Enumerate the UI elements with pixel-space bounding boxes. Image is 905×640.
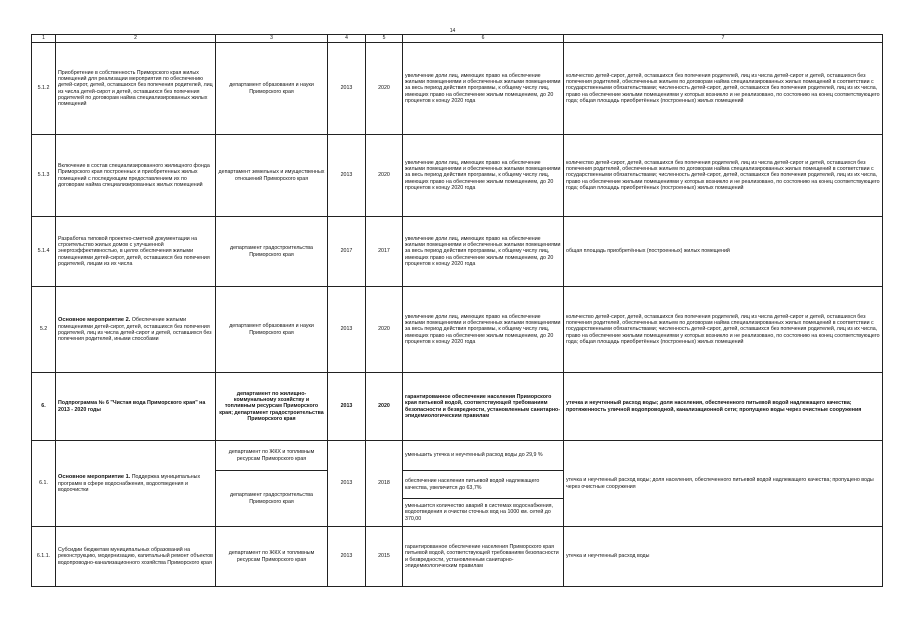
start-year: 2017 [328, 217, 366, 287]
end-year: 2020 [366, 287, 403, 373]
activity-name-bold: Основное мероприятие 1. [58, 474, 131, 481]
end-year: 2017 [366, 217, 403, 287]
executor: департамент по ЖКХ и топливным ресурсам Приморского края [216, 527, 328, 587]
expected-result: увеличение доли лиц, имеющих право на обеспечение жилыми помещениями и обеспеченных жилыми помещениями за весь период действия программы, к общему числу лиц, имеющих право на обеспечение жилым помещением, до 20 процентов к концу 2020 года [403, 135, 564, 217]
expected-result: увеличение доли лиц, имеющих право на обеспечение жилыми помещениями и обеспеченных жилыми помещениями за весь период действия программы, к общему числу лиц, имеющих право на обеспечение жилым помещением, до 20 процентов к концу 2020 года [403, 217, 564, 287]
header-row [32, 35, 883, 43]
expected-result: увеличение доли лиц, имеющих право на обеспечение жилыми помещениями и обеспеченных жилыми помещениями за весь период действия программы, к общему числу лиц, имеющих право на обеспечение жилым помещением, до 20 процентов к концу 2020 года [403, 287, 564, 373]
activity-name: Включение в состав специализированного жилищного фонда Приморского края построенных и приобретенных жилых помещений с последующим предоставлением их по договорам найма специализированных жилых помещений [56, 135, 216, 217]
table-row-6 [32, 373, 883, 441]
executor: департамент образования и науки Приморского края [216, 287, 328, 373]
start-year: 2013 [328, 43, 366, 135]
end-year: 2020 [366, 43, 403, 135]
activity-name: Разработка типовой проектно-сметной документации на строительство жилых домов с улучшенной энергоэффективностью, в целях обеспечения жилыми помещениями детей-сирот, детей, оставшихся без попечения родителей, лицам из их числа [56, 217, 216, 287]
executor: департамент градостроительства Приморского края [216, 217, 328, 287]
end-year: 2015 [366, 527, 403, 587]
indicators: количество детей-сирот, детей, оставшихся без попечения родителей, лиц из числа детей-сирот и детей, оставшихся без попечения родителей, обеспеченных жильем по договорам найма специализированных жилых помещений в соответствии с государственными обязательствами; численность детей-сирот, детей, оставшихся без попечения родителей, лиц из их числа, право на обеспечение жилыми помещениями у которых возникло и не реализовано, по состоянию на конец соответствующего года; общая площадь приобретённых (построенных) жилых помещений [564, 43, 883, 135]
activity-name [56, 441, 216, 527]
row-number: 6.1. [32, 441, 56, 527]
indicators: количество детей-сирот, детей, оставшихся без попечения родителей, лиц из числа детей-сирот и детей, оставшихся без попечения родителей, обеспеченных жильем по договорам найма специализированных жилых помещений в соответствии с государственными обязательствами; численность детей-сирот, детей, оставшихся без попечения родителей, лиц из их числа, право на обеспечение жилыми помещениями у которых возникло и не реализовано, по состоянию на конец соответствующего года; общая площадь приобретённых (построенных) жилых помещений [564, 135, 883, 217]
executor: департамент градостроительства Приморского края [216, 471, 328, 527]
expected-result: увеличение доли лиц, имеющих право на обеспечение жилыми помещениями и обеспеченных жилыми помещениями за весь период действия программы, к общему числу лиц, имеющих право на обеспечение жилым помещением, до 20 процентов к концу 2020 года [403, 43, 564, 135]
subprogram-name: Подпрограмма № 6 "Чистая вода Приморского края" на 2013 - 2020 годы [56, 373, 216, 441]
header-cell: 1 [32, 35, 56, 43]
row-number: 6. [32, 373, 56, 441]
activity-name: Субсидии бюджетам муниципальных образований на реконструкцию, модернизацию, капитальный ремонт объектов водопроводно-канализационного хозяйства Приморского края [56, 527, 216, 587]
page-number: 14 [449, 28, 456, 34]
start-year: 2013 [328, 441, 366, 527]
header-cell: 3 [216, 35, 328, 43]
end-year: 2020 [366, 135, 403, 217]
header-cell: 4 [328, 35, 366, 43]
expected-result: обеспечение населения питьевой водой надлежащего качества, увеличится до 63,7% [403, 471, 564, 499]
row-number: 5.1.2 [32, 43, 56, 135]
executor: департамент по жилищно-коммунальному хозяйству и топливным ресурсам Приморского края; департамент градостроительства Приморского края [216, 373, 328, 441]
activity-name-rest: Обеспечение жилыми помещениями детей-сирот, детей, оставшихся без попечения родителей, лиц из числа детей-сирот и детей, оставшихся без попечения родителей, иными способами [58, 317, 212, 342]
header-cell: 2 [56, 35, 216, 43]
activity-name [56, 287, 216, 373]
table-row-5-1-4 [32, 217, 883, 287]
row-number: 5.2 [32, 287, 56, 373]
expected-result: гарантированное обеспечение населения Приморского края питьевой водой, соответствующей требованиям безопасности и безвредности, установленным санитарно-эпидемиологическим правилам [403, 527, 564, 587]
header-cell: 6 [403, 35, 564, 43]
row-number: 5.1.3 [32, 135, 56, 217]
header-cell: 5 [366, 35, 403, 43]
expected-result: гарантированное обеспечение населения Приморского края питьевой водой, соответствующей требованиям безопасности и безвредности, установленным санитарно-эпидемиологическим правилам [403, 373, 564, 441]
executor: департамент по ЖКХ и топливным ресурсам Приморского края [216, 441, 328, 471]
row-number: 6.1.1. [32, 527, 56, 587]
program-activities-table [31, 34, 883, 587]
end-year: 2018 [366, 441, 403, 527]
expected-result: уменьшить утечка и неучтенный расход воды до 29,9 % [403, 441, 564, 471]
indicators: утечка и неучтенный расход воды [564, 527, 883, 587]
table-row-5-2 [32, 287, 883, 373]
end-year: 2020 [366, 373, 403, 441]
header-cell: 7 [564, 35, 883, 43]
start-year: 2013 [328, 287, 366, 373]
start-year: 2013 [328, 135, 366, 217]
indicators: утечка и неучтенный расход воды; доля населения, обеспеченного питьевой водой надлежащего качества; пропущено воды через очистные сооружения [564, 441, 883, 527]
indicators: количество детей-сирот, детей, оставшихся без попечения родителей, лиц из числа детей-сирот и детей, оставшихся без попечения родителей, обеспеченных жильем по договорам найма специализированных жилых помещений в соответствии с государственными обязательствами; численность детей-сирот, детей, оставшихся без попечения родителей, лиц из их числа, право на обеспечение жилыми помещениями у которых возникло и не реализовано, по состоянию на конец соответствующего года; общая площадь приобретённых (построенных) жилых помещений [564, 287, 883, 373]
executor: департамент образования и науки Приморского края [216, 43, 328, 135]
table-row-5-1-2 [32, 43, 883, 135]
executor: департамент земельных и имущественных отношений Приморского края [216, 135, 328, 217]
table-row-6-1 [32, 441, 883, 471]
row-number: 5.1.4 [32, 217, 56, 287]
start-year: 2013 [328, 373, 366, 441]
indicators: утечка и неучтенный расход воды; доля населения, обеспеченного питьевой водой надлежащего качества; протяженность уличной водопроводной, канализационной сети; пропущено воды через очистные сооружения [564, 373, 883, 441]
activity-name-bold: Основное мероприятие 2. [58, 317, 131, 324]
activity-name: Приобретение в собственность Приморского края жилых помещений для реализации мероприятия по обеспечению детей-сирот, детей, оставшихся без попечения родителей, лиц из числа детей-сирот и детей, оставшихся без попечения родителей по договорам найма специализированных жилых помещений [56, 43, 216, 135]
table-row-5-1-3 [32, 135, 883, 217]
indicators: общая площадь приобретённых (построенных) жилых помещений [564, 217, 883, 287]
start-year: 2013 [328, 527, 366, 587]
table-row-6-1-1 [32, 527, 883, 587]
activity-name-rest: Поддержка муниципальных программ в сфере водоснабжения, водоотведения и водоочистки [58, 474, 201, 493]
expected-result: уменьшится количество аварий в системах водоснабжения, водоотведения и очистки сточных вод на 1000 км. сетей до 370,00 [403, 499, 564, 527]
